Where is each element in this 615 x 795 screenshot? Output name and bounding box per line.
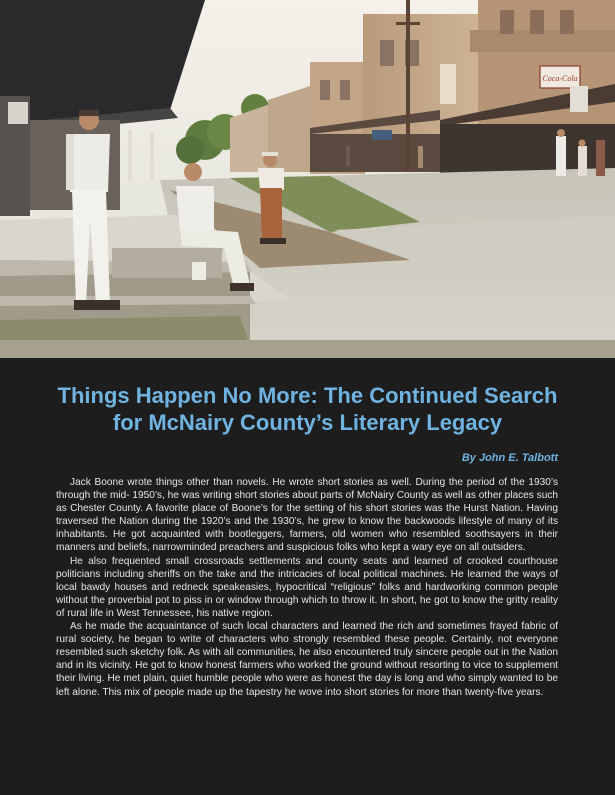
coca-cola-sign: Coca-Cola (542, 74, 578, 83)
article-byline: By John E. Talbott (461, 452, 558, 464)
article-body (56, 476, 558, 699)
historic-street-photo (0, 0, 615, 358)
article-paragraph: He also frequented small crossroads settlements and county seats and learned of crooked courthouse politicians including sheriffs on the take and the intricacies of local political machines. He learned the ways of local bawdy houses and redneck speakeasies, hypocritical “religious” folks and hardworking common people without the proverbial pot to piss in or window through which to throw it. In short, he got to know the gritty reality of rural life in West Tennessee, his native region. (56, 555, 558, 619)
article-paragraph: As he made the acquaintance of such local characters and learned the rich and sometimes frayed fabric of rural society, he began to write of characters who strongly resembled these people. Certainly, not everyone resembled such sketchy folk. As with all communities, he also encountered truly sincere people out in the Nation and in its vicinity. He got to know honest farmers who worked the ground without resorting to vice to supplement their living. He met plain, quiet humble people who were as honest the day is long and who simply wanted to be left alone. This mix of people made up the tapestry he wove into short stories for more than twenty-five years. (56, 621, 558, 698)
article-paragraph: Jack Boone wrote things other than novels. He wrote short stories as well. During the period of the 1930’s through the mid- 1950’s, he was writing short stories about parts of McNairy County as well as other places such as Chester County. A favorite place of Boone’s for the setting of his short stories was the Hurst Nation. Having traversed the Nation during the 1920’s and the 1930’s, he grew to know the backwoods lifestyle of many of its inhabitants. He got acquainted with bootleggers, farmers, old women who resembled soothsayers in their manners and beliefs, narrowminded preachers and suspicious folks who kept a wary eye on all outsiders. (56, 477, 558, 554)
article-title: Things Happen No More: The Continued Search for McNairy County’s Literary Legacy (57, 383, 558, 435)
